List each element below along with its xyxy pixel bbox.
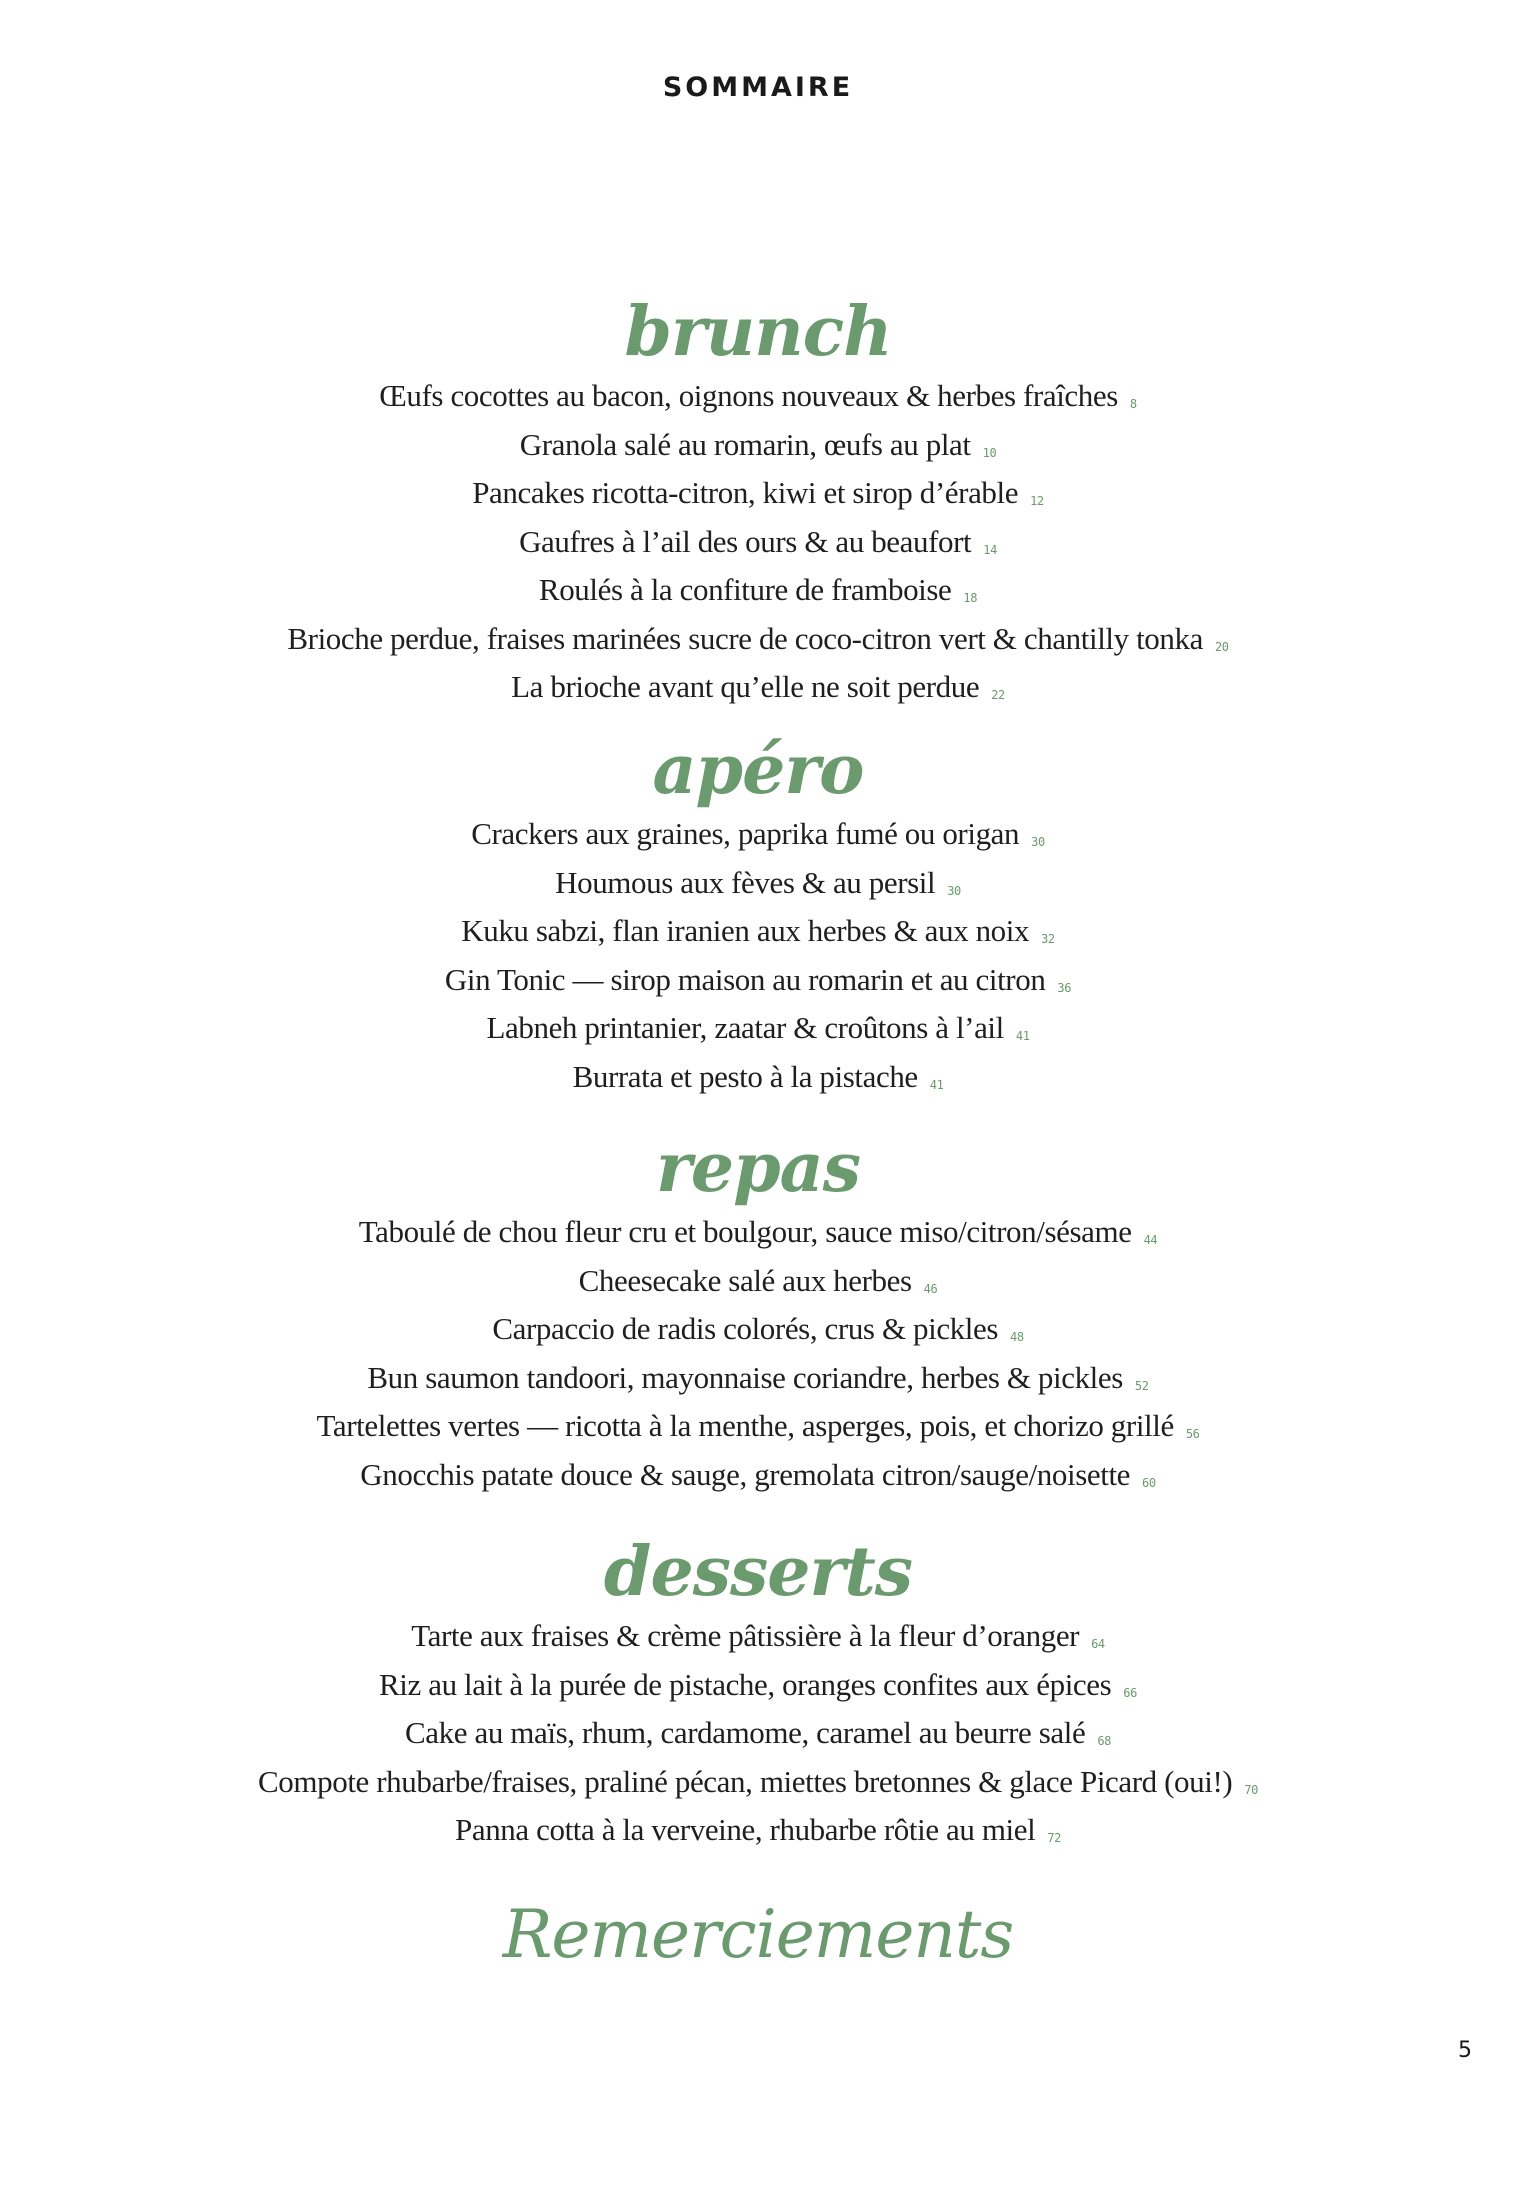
page-ref: 66 [1123,1685,1137,1700]
section-title-remerciements[interactable]: Remerciements [502,1896,1014,1973]
page-ref: 14 [983,542,997,557]
toc-entry[interactable] [0,1455,1516,1504]
page-ref: 46 [923,1281,938,1296]
toc-entry[interactable] [0,570,1516,619]
toc-entry[interactable] [0,1057,1516,1106]
toc-entry[interactable] [0,1665,1516,1714]
toc-entry[interactable] [0,1261,1516,1310]
toc-entry[interactable] [0,911,1516,960]
page-ref: 30 [947,883,961,898]
recipe-title: Œufs cocottes au bacon, oignons nouveaux & herbes fraîches [379,378,1118,413]
section-apero [0,730,1516,1105]
page-ref: 60 [1142,1475,1156,1490]
page-ref: 41 [1015,1029,1030,1043]
recipe-title: La brioche avant qu’elle ne soit perdue [511,669,980,704]
toc-entry[interactable] [0,814,1516,863]
recipe-title: Riz au lait à la purée de pistache, oranges confites aux épices [379,1666,1112,1702]
toc-entry[interactable] [0,1008,1516,1057]
toc-entry[interactable] [0,619,1516,668]
recipe-title: Brioche perdue, fraises marinées sucre de coco-citron vert & chantilly tonka [287,620,1203,656]
page-ref: 10 [982,445,997,460]
recipe-title: Panna cotta à la verveine, rhubarbe rôtie au miel [455,1812,1036,1847]
page-header-title: SOMMAIRE [662,72,854,103]
recipe-title: Carpaccio de radis colorés, crus & pickles [492,1311,999,1346]
page-ref: 52 [1134,1378,1149,1393]
toc-entry[interactable] [0,522,1516,571]
section-repas [0,1128,1516,1503]
toc-entry[interactable] [0,667,1516,716]
recipe-title: Tarte aux fraises & crème pâtissière à la fleur d’oranger [411,1618,1080,1653]
section-title: repas [656,1128,860,1208]
section-title: brunch [624,292,892,372]
recipe-title: Tartelettes vertes — ricotta à la menthe, asperges, pois, et chorizo grillé [316,1408,1174,1443]
page-ref: 32 [1041,932,1055,946]
page-ref: 68 [1097,1734,1111,1748]
recipe-title: Roulés à la confiture de framboise [538,572,952,607]
section-desserts [0,1532,1516,1859]
recipe-title: Granola salé au romarin, œufs au plat [519,426,971,462]
page-ref: 41 [929,1077,944,1092]
section-title: desserts [603,1532,913,1612]
recipe-title: Kuku sabzi, flan iranien aux herbes & aux noix [461,913,1030,948]
recipe-title: Cheesecake salé aux herbes [578,1262,912,1298]
toc-entry[interactable] [0,1406,1516,1455]
page-ref: 48 [1010,1330,1024,1344]
recipe-title: Gaufres à l’ail des ours & au beaufort [519,523,972,559]
page-ref: 18 [963,591,978,605]
toc-entry[interactable] [0,1212,1516,1261]
toc-entry[interactable] [0,1616,1516,1665]
toc-entry[interactable] [0,960,1516,1009]
recipe-list [0,376,1516,716]
page-ref: 20 [1214,639,1229,654]
recipe-title: Labneh printanier, zaatar & croûtons à l’ail [486,1010,1004,1045]
recipe-title: Pancakes ricotta-citron, kiwi et sirop d’érable [472,475,1019,510]
toc-entry[interactable] [0,1762,1516,1811]
page-ref: 30 [1031,835,1045,849]
page-ref: 56 [1185,1427,1200,1441]
page-ref: 22 [991,688,1005,702]
toc-entry[interactable] [0,1713,1516,1762]
recipe-title: Gnocchis patate douce & sauge, gremolata citron/sauge/noisette [360,1456,1131,1492]
section-title: apéro [652,730,864,810]
recipe-list [0,1212,1516,1503]
toc-entry[interactable] [0,1309,1516,1358]
recipe-title: Houmous aux fèves & au persil [555,864,936,900]
toc-entry[interactable] [0,376,1516,425]
recipe-title: Gin Tonic — sirop maison au romarin et au citron [444,961,1046,997]
recipe-list [0,814,1516,1105]
page-ref: 12 [1030,494,1044,508]
toc-entry[interactable] [0,1810,1516,1859]
page-ref: 64 [1091,1637,1105,1651]
page-ref: 70 [1244,1782,1258,1797]
page-number: 5 [1458,2038,1472,2063]
toc-entry[interactable] [0,863,1516,912]
toc-entry[interactable] [0,473,1516,522]
page-ref: 44 [1143,1233,1158,1247]
section-brunch [0,292,1516,716]
page-ref: 72 [1047,1831,1061,1845]
recipe-title: Burrata et pesto à la pistache [572,1058,918,1094]
page-ref: 36 [1057,980,1072,995]
page-ref: 8 [1129,397,1137,411]
toc-entry[interactable] [0,425,1516,474]
recipe-title: Compote rhubarbe/fraises, praliné pécan, miettes bretonnes & glace Picard (oui!) [258,1763,1233,1799]
toc-entry[interactable] [0,1358,1516,1407]
recipe-title: Taboulé de chou fleur cru et boulgour, sauce miso/citron/sésame [358,1214,1132,1249]
recipe-list [0,1616,1516,1859]
recipe-title: Bun saumon tandoori, mayonnaise coriandre, herbes & pickles [367,1359,1123,1395]
recipe-title: Crackers aux graines, paprika fumé ou origan [471,816,1020,851]
recipe-title: Cake au maïs, rhum, cardamome, caramel au beurre salé [405,1715,1086,1750]
